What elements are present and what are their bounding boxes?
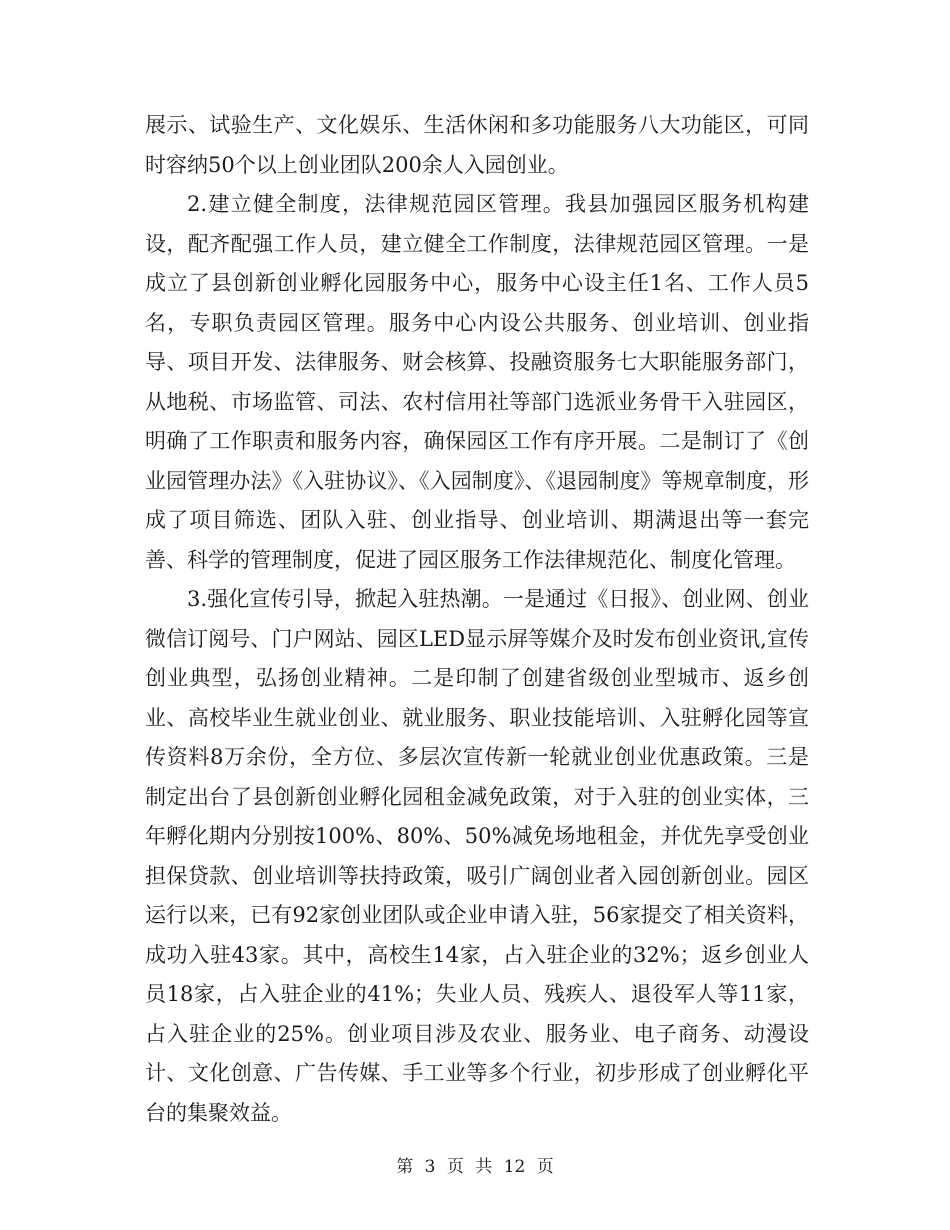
document-body (145, 106, 809, 1133)
paragraph-item-3: 3.强化宣传引导，掀起入驻热潮。一是通过《日报》、创业网、创业微信订阅号、门户网站、园区LED显示屏等媒介及时发布创业资讯,宣传创业典型，弘扬创业精神。二是印制了创建省级创业型城市、返乡创业、高校毕业生就业创业、就业服务、职业技能培训、入驻孵化园等宣传资料8万余份，全方位、多层次宣传新一轮就业创业优惠政策。三是制定出台了县创新创业孵化园租金减免政策，对于入驻的创业实体，三年孵化期内分别按100%、80%、50%减免场地租金，并优先享受创业担保贷款、创业培训等扶持政策，吸引广阔创业者入园创新创业。园区运行以来，已有92家创业团队或企业申请入驻，56家提交了相关资料，成功入驻43家。其中，高校生14家，占入驻企业的32%；返乡创业人员18家，占入驻企业的41%；失业人员、残疾人、退役军人等11家，占入驻企业的25%。创业项目涉及农业、服务业、电子商务、动漫设计、文化创意、广告传媒、手工业等多个行业，初步形成了创业孵化平台的集聚效益。 (145, 587, 809, 1125)
paragraph-item-2: 2.建立健全制度，法律规范园区管理。我县加强园区服务机构建设，配齐配强工作人员，建立健全工作制度，法律规范园区管理。一是成立了县创新创业孵化园服务中心，服务中心设主任1名、工作人员5名，专职负责园区管理。服务中心内设公共服务、创业培训、创业指导、项目开发、法律服务、财会核算、投融资服务七大职能服务部门，从地税、市场监管、司法、农村信用社等部门选派业务骨干入驻园区，明确了工作职责和服务内容，确保园区工作有序开展。二是制订了《创业园管理办法》《入驻协议》、《入园制度》、《退园制度》等规章制度，形成了项目筛选、团队入驻、创业指导、创业培训、期满退出等一套完善、科学的管理制度，促进了园区服务工作法律规范化、制度化管理。 (145, 192, 809, 572)
paragraph-continuation: 展示、试验生产、文化娱乐、生活休闲和多功能服务八大功能区，可同时容纳50个以上创业团队200余人入园创业。 (145, 113, 809, 177)
page-number-footer: 第 3 页 共 12 页 (396, 1157, 554, 1177)
